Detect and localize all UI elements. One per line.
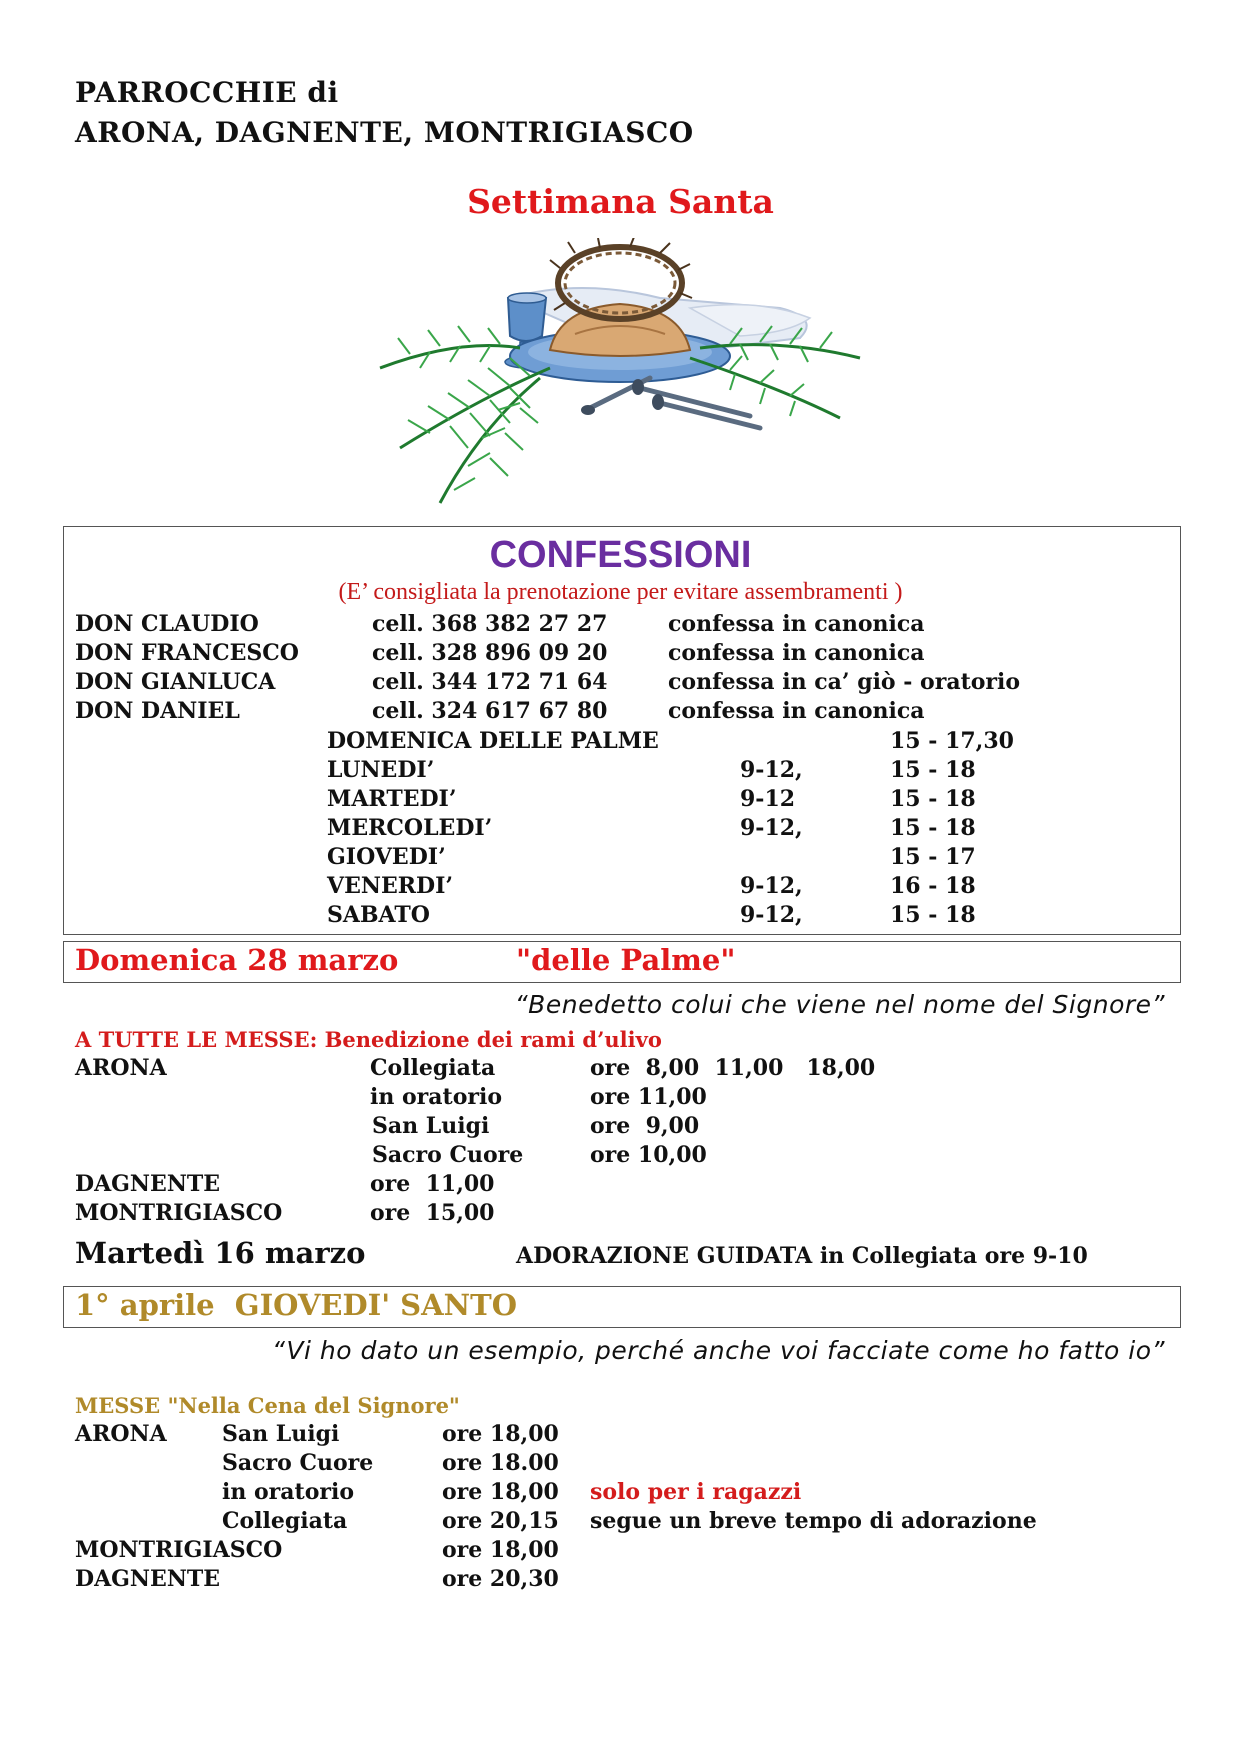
schedule-day: SABATO — [327, 902, 430, 928]
giovedi-other-place: DAGNENTE — [75, 1566, 221, 1592]
parish-header-line1: PARROCCHIE di — [75, 76, 339, 109]
palme-place: San Luigi — [372, 1113, 490, 1139]
palme-times: ore 10,00 — [590, 1142, 707, 1168]
schedule-afternoon: 15 - 18 — [890, 902, 976, 928]
schedule-morning: 9-12 — [740, 786, 796, 812]
giovedi-place: San Luigi — [222, 1421, 340, 1447]
schedule-day: VENERDI’ — [327, 873, 454, 899]
schedule-morning: 9-12, — [740, 902, 803, 928]
giovedi-place: Collegiata — [222, 1508, 348, 1534]
priest-phone: cell. 344 172 71 64 — [372, 669, 608, 695]
palme-place: Sacro Cuore — [372, 1142, 524, 1168]
confessioni-title: CONFESSIONI — [489, 534, 752, 576]
palme-times: ore 8,00 11,00 18,00 — [590, 1055, 876, 1081]
schedule-day: LUNEDI’ — [327, 757, 435, 783]
giovedi-note: segue un breve tempo di adorazione — [590, 1508, 1037, 1534]
martedi-adoration: ADORAZIONE GUIDATA in Collegiata ore 9-10 — [516, 1243, 1088, 1269]
priest-name: DON GIANLUCA — [75, 669, 276, 695]
priest-place: confessa in canonica — [668, 611, 925, 637]
giovedi-quote: “Vi ho dato un esempio, perché anche voi facciate come ho fatto io” — [272, 1336, 1165, 1365]
schedule-day: MERCOLEDI’ — [327, 815, 493, 841]
priest-phone: cell. 328 896 09 20 — [372, 640, 608, 666]
palme-other-times: ore 15,00 — [370, 1200, 495, 1226]
giovedi-other-time: ore 18,00 — [442, 1537, 559, 1563]
palme-other-place: DAGNENTE — [75, 1171, 221, 1197]
schedule-afternoon: 15 - 17 — [890, 844, 976, 870]
priest-place: confessa in canonica — [668, 698, 925, 724]
priest-phone: cell. 368 382 27 27 — [372, 611, 608, 637]
giovedi-arona: ARONA — [75, 1421, 167, 1447]
palme-times: ore 9,00 — [590, 1113, 700, 1139]
page-title: Settimana Santa — [467, 182, 774, 221]
palme-date: Domenica 28 marzo — [75, 943, 399, 977]
giovedi-mass-label: MESSE "Nella Cena del Signore" — [75, 1393, 460, 1418]
palme-place: in oratorio — [370, 1084, 502, 1110]
giovedi-other-time: ore 20,30 — [442, 1566, 559, 1592]
schedule-morning: 9-12, — [740, 757, 803, 783]
palme-other-place: MONTRIGIASCO — [75, 1200, 283, 1226]
priest-name: DON FRANCESCO — [75, 640, 299, 666]
palme-name: "delle Palme" — [516, 943, 736, 977]
schedule-day: MARTEDI’ — [327, 786, 457, 812]
confessioni-subtitle: (E’ consigliata la prenotazione per evitare assembramenti ) — [338, 579, 903, 605]
giovedi-time: ore 20,15 — [442, 1508, 559, 1534]
giovedi-time: ore 18,00 — [442, 1479, 559, 1505]
parish-header-line2: ARONA, DAGNENTE, MONTRIGIASCO — [75, 116, 694, 149]
schedule-morning: 9-12, — [740, 873, 803, 899]
palme-times: ore 11,00 — [590, 1084, 707, 1110]
schedule-morning: 9-12, — [740, 815, 803, 841]
giovedi-title: 1° aprile GIOVEDI' SANTO — [75, 1288, 517, 1322]
palme-blessing-label: A TUTTE LE MESSE: Benedizione dei rami d’ulivo — [75, 1027, 662, 1052]
priest-place: confessa in canonica — [668, 640, 925, 666]
priest-name: DON CLAUDIO — [75, 611, 259, 637]
priest-name: DON DANIEL — [75, 698, 240, 724]
schedule-afternoon: 15 - 18 — [890, 757, 976, 783]
palme-other-times: ore 11,00 — [370, 1171, 495, 1197]
holy-week-illustration-icon — [360, 238, 880, 508]
schedule-day: DOMENICA DELLE PALME — [327, 728, 659, 754]
schedule-afternoon: 15 - 18 — [890, 786, 976, 812]
giovedi-other-place: MONTRIGIASCO — [75, 1537, 283, 1563]
schedule-afternoon: 15 - 18 — [890, 815, 976, 841]
priest-place: confessa in ca’ giò - oratorio — [668, 669, 1021, 695]
priest-phone: cell. 324 617 67 80 — [372, 698, 608, 724]
schedule-day: GIOVEDI’ — [327, 844, 446, 870]
giovedi-place: in oratorio — [222, 1479, 354, 1505]
giovedi-place: Sacro Cuore — [222, 1450, 374, 1476]
schedule-afternoon: 16 - 18 — [890, 873, 976, 899]
martedi-date: Martedì 16 marzo — [75, 1236, 366, 1270]
giovedi-note: solo per i ragazzi — [590, 1479, 802, 1505]
giovedi-time: ore 18,00 — [442, 1421, 559, 1447]
palme-place: Collegiata — [370, 1055, 496, 1081]
giovedi-time: ore 18.00 — [442, 1450, 559, 1476]
palme-arona: ARONA — [75, 1055, 167, 1081]
palme-quote: “Benedetto colui che viene nel nome del Signore” — [514, 990, 1165, 1019]
schedule-afternoon: 15 - 17,30 — [890, 728, 1014, 754]
